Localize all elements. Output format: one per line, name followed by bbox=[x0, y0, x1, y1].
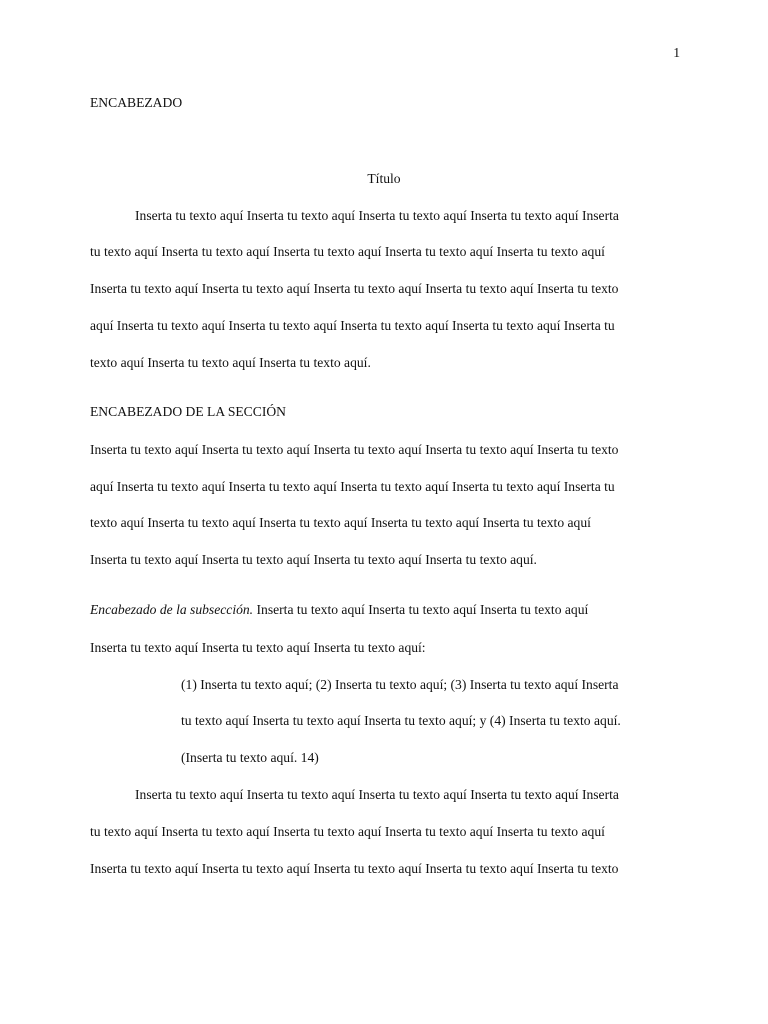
document-title: Título bbox=[367, 171, 401, 186]
section-paragraph-line: texto aquí Inserta tu texto aquí Inserta tu texto aquí Inserta tu texto aquí Inserta tu texto aquí bbox=[90, 515, 591, 530]
page-number: 1 bbox=[673, 45, 680, 60]
subsection-paragraph-line bbox=[90, 602, 588, 618]
block-quote-line: (1) Inserta tu texto aquí; (2) Inserta tu texto aquí; (3) Inserta tu texto aquí Inserta bbox=[181, 677, 619, 692]
intro-paragraph-line: aquí Inserta tu texto aquí Inserta tu texto aquí Inserta tu texto aquí Inserta tu texto aquí Inserta tu bbox=[90, 318, 615, 333]
section-paragraph-line: Inserta tu texto aquí Inserta tu texto aquí Inserta tu texto aquí Inserta tu texto aquí Inserta tu texto bbox=[90, 442, 619, 457]
closing-paragraph-line: tu texto aquí Inserta tu texto aquí Inserta tu texto aquí Inserta tu texto aquí Inserta tu texto aquí bbox=[90, 824, 605, 839]
section-paragraph-line: aquí Inserta tu texto aquí Inserta tu texto aquí Inserta tu texto aquí Inserta tu texto aquí Inserta tu bbox=[90, 479, 615, 494]
subsection-heading: Encabezado de la subsección. bbox=[90, 602, 254, 617]
block-quote-line: tu texto aquí Inserta tu texto aquí Inserta tu texto aquí; y (4) Inserta tu texto aquí. bbox=[181, 713, 621, 728]
intro-paragraph-line: tu texto aquí Inserta tu texto aquí Inserta tu texto aquí Inserta tu texto aquí Inserta tu texto aquí bbox=[90, 244, 605, 259]
subsection-text: Inserta tu texto aquí Inserta tu texto aquí Inserta tu texto aquí bbox=[253, 602, 589, 617]
closing-paragraph-line: Inserta tu texto aquí Inserta tu texto aquí Inserta tu texto aquí Inserta tu texto aquí Inserta bbox=[135, 787, 619, 802]
subsection-paragraph-line: Inserta tu texto aquí Inserta tu texto aquí Inserta tu texto aquí: bbox=[90, 640, 426, 655]
intro-paragraph-line: Inserta tu texto aquí Inserta tu texto aquí Inserta tu texto aquí Inserta tu texto aquí Inserta bbox=[135, 208, 619, 223]
section-paragraph-line: Inserta tu texto aquí Inserta tu texto aquí Inserta tu texto aquí Inserta tu texto aquí. bbox=[90, 552, 537, 567]
closing-paragraph-line: Inserta tu texto aquí Inserta tu texto aquí Inserta tu texto aquí Inserta tu texto aquí Inserta tu texto bbox=[90, 861, 619, 876]
section-heading: ENCABEZADO DE LA SECCIÓN bbox=[90, 404, 286, 419]
intro-paragraph-line: Inserta tu texto aquí Inserta tu texto aquí Inserta tu texto aquí Inserta tu texto aquí Inserta tu texto bbox=[90, 281, 619, 296]
intro-paragraph-line: texto aquí Inserta tu texto aquí Inserta tu texto aquí. bbox=[90, 355, 371, 370]
running-head: ENCABEZADO bbox=[90, 95, 183, 110]
block-quote-citation: (Inserta tu texto aquí. 14) bbox=[181, 750, 319, 765]
